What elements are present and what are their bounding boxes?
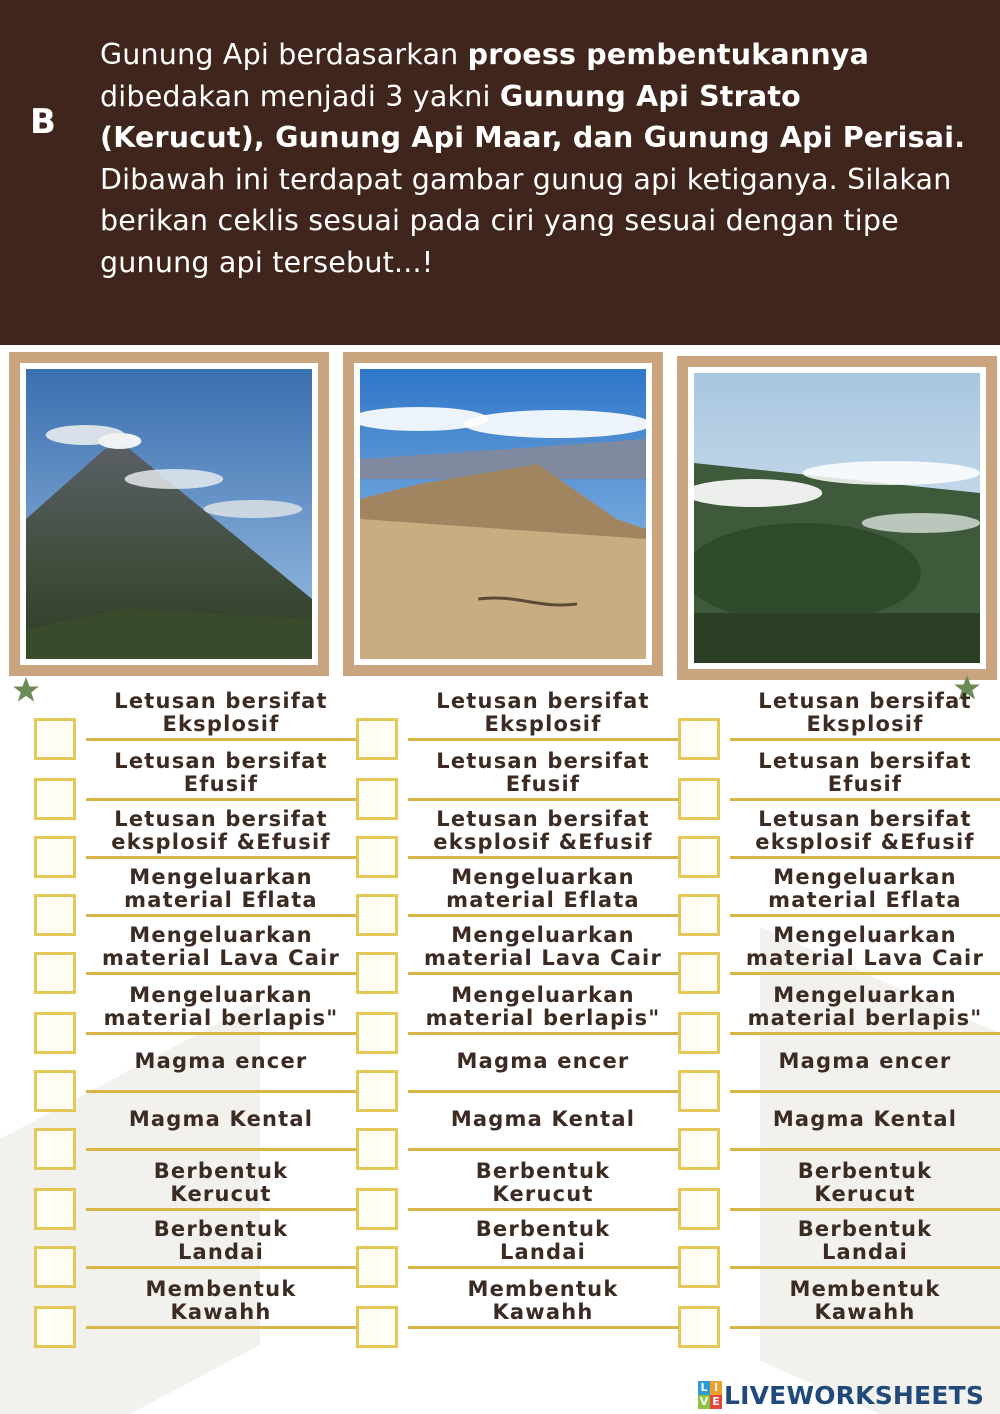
logo-mark-letter: V — [699, 1395, 709, 1408]
criteria-label-line: Berbentuk — [475, 1159, 611, 1183]
criteria-divider — [86, 1266, 356, 1269]
criteria-divider — [730, 856, 1000, 859]
criteria-divider — [86, 738, 356, 741]
criteria-label — [408, 984, 678, 1030]
criteria-row — [34, 922, 364, 976]
criteria-label-line: Mengeluarkan — [451, 983, 635, 1007]
criteria-row — [356, 748, 686, 802]
criteria-row — [356, 922, 686, 976]
liveworksheets-logo — [698, 1378, 984, 1412]
criteria-row — [356, 1216, 686, 1270]
criteria-label-line: Kawahh — [492, 1300, 594, 1324]
criteria-divider — [408, 1266, 678, 1269]
instruction-header — [0, 0, 1000, 345]
criteria-divider — [86, 914, 356, 917]
criteria-label-line: Magma Kental — [772, 1107, 958, 1131]
criteria-row — [34, 864, 364, 918]
criteria-label — [730, 690, 1000, 736]
instruction-text — [100, 34, 970, 283]
criteria-label-line: Efusif — [505, 772, 581, 796]
criteria-label-line: material Eflata — [124, 888, 318, 912]
criteria-row — [678, 1216, 1000, 1270]
criteria-label-line: Letusan bersifat — [114, 749, 328, 773]
criteria-label-line: Mengeluarkan — [451, 865, 635, 889]
criteria-divider — [730, 1032, 1000, 1035]
criteria-row — [34, 1158, 364, 1212]
criteria-label — [86, 750, 356, 796]
criteria-label-line: Berbentuk — [797, 1159, 933, 1183]
criteria-divider — [408, 914, 678, 917]
criteria-label — [408, 924, 678, 970]
criteria-label — [408, 690, 678, 736]
criteria-label — [408, 1278, 678, 1324]
criteria-row — [678, 922, 1000, 976]
criteria-checkbox[interactable] — [356, 1306, 398, 1348]
criteria-label-line: Eksplosif — [484, 712, 602, 736]
criteria-divider — [408, 1090, 678, 1093]
criteria-label-line: eksplosif &Efusif — [111, 830, 331, 854]
criteria-row — [678, 1098, 1000, 1152]
criteria-label — [408, 866, 678, 912]
criteria-label — [86, 808, 356, 854]
criteria-label-line: Kerucut — [170, 1182, 272, 1206]
criteria-label — [408, 808, 678, 854]
criteria-row — [678, 1158, 1000, 1212]
criteria-divider — [408, 972, 678, 975]
criteria-label — [730, 866, 1000, 912]
criteria-label-line: Letusan bersifat — [758, 749, 972, 773]
criteria-label-line: Kawahh — [814, 1300, 916, 1324]
criteria-label — [730, 984, 1000, 1030]
instruction-segment: dibedakan menjadi 3 yakni — [100, 79, 500, 113]
criteria-row — [356, 1158, 686, 1212]
criteria-label-line: Letusan bersifat — [436, 807, 650, 831]
criteria-label-line: material Lava Cair — [101, 946, 341, 970]
criteria-label-line: Eksplosif — [806, 712, 924, 736]
criteria-label-line: eksplosif &Efusif — [755, 830, 975, 854]
criteria-label-line: Landai — [499, 1240, 587, 1264]
criteria-label-line: Letusan bersifat — [758, 689, 972, 713]
criteria-label-line: Landai — [177, 1240, 265, 1264]
criteria-label-line: Mengeluarkan — [773, 983, 957, 1007]
criteria-divider — [86, 1032, 356, 1035]
criteria-label — [730, 1278, 1000, 1324]
criteria-label-line: Magma Kental — [128, 1107, 314, 1131]
criteria-label-line: Berbentuk — [153, 1159, 289, 1183]
criteria-label-line: Mengeluarkan — [773, 923, 957, 947]
criteria-checkbox[interactable] — [678, 1306, 720, 1348]
criteria-divider — [86, 1148, 356, 1151]
strato-volcano-photo — [26, 369, 312, 659]
criteria-label-line: Kerucut — [814, 1182, 916, 1206]
criteria-label-line: Efusif — [183, 772, 259, 796]
criteria-row — [34, 1216, 364, 1270]
criteria-label — [730, 750, 1000, 796]
criteria-label-line: Membentuk — [145, 1277, 297, 1301]
criteria-divider — [730, 972, 1000, 975]
criteria-label-line: Efusif — [827, 772, 903, 796]
criteria-label — [408, 1160, 678, 1206]
criteria-row — [34, 1276, 364, 1330]
criteria-label — [730, 1218, 1000, 1264]
criteria-label-line: material berlapis" — [747, 1006, 983, 1030]
criteria-row — [356, 688, 686, 742]
criteria-divider — [730, 738, 1000, 741]
criteria-label-line: eksplosif &Efusif — [433, 830, 653, 854]
criteria-label — [408, 1218, 678, 1264]
logo-mark-letter: L — [698, 1381, 710, 1395]
criteria-label — [86, 1278, 356, 1324]
criteria-label — [730, 1108, 1000, 1131]
criteria-label — [86, 1050, 356, 1073]
criteria-row — [678, 688, 1000, 742]
criteria-divider — [86, 972, 356, 975]
section-letter: B — [30, 102, 56, 142]
criteria-label-line: Mengeluarkan — [451, 923, 635, 947]
criteria-label-line: Kerucut — [492, 1182, 594, 1206]
criteria-label-line: Landai — [821, 1240, 909, 1264]
criteria-label-line: Eksplosif — [162, 712, 280, 736]
criteria-row — [356, 806, 686, 860]
criteria-label-line: material berlapis" — [425, 1006, 661, 1030]
criteria-divider — [408, 1326, 678, 1329]
criteria-row — [356, 1276, 686, 1330]
criteria-label-line: Magma Kental — [450, 1107, 636, 1131]
criteria-label-line: Letusan bersifat — [436, 749, 650, 773]
criteria-divider — [86, 1208, 356, 1211]
criteria-divider — [86, 1090, 356, 1093]
criteria-label-line: Mengeluarkan — [129, 983, 313, 1007]
criteria-row — [678, 864, 1000, 918]
criteria-divider — [408, 798, 678, 801]
criteria-label-line: Magma encer — [134, 1049, 308, 1073]
shield-volcano-photo — [694, 373, 980, 663]
criteria-divider — [408, 738, 678, 741]
criteria-label — [408, 750, 678, 796]
criteria-row — [34, 748, 364, 802]
criteria-label — [408, 1050, 678, 1073]
criteria-divider — [730, 914, 1000, 917]
criteria-label — [730, 1050, 1000, 1073]
logo-mark-letter: I — [710, 1381, 722, 1395]
criteria-row — [356, 982, 686, 1036]
criteria-divider — [730, 1090, 1000, 1093]
criteria-label — [86, 924, 356, 970]
criteria-label-line: Berbentuk — [153, 1217, 289, 1241]
criteria-label-line: Membentuk — [789, 1277, 941, 1301]
criteria-label-line: material Lava Cair — [745, 946, 985, 970]
criteria-divider — [730, 798, 1000, 801]
criteria-row — [356, 864, 686, 918]
criteria-label-line: Berbentuk — [475, 1217, 611, 1241]
photo-frame-1 — [9, 352, 329, 676]
criteria-divider — [408, 1208, 678, 1211]
criteria-row — [356, 1098, 686, 1152]
criteria-label — [730, 924, 1000, 970]
criteria-label — [408, 1108, 678, 1131]
criteria-label-line: material Lava Cair — [423, 946, 663, 970]
photo-frame-2 — [343, 352, 663, 676]
criteria-label — [86, 1108, 356, 1131]
criteria-label-line: Mengeluarkan — [129, 865, 313, 889]
criteria-row — [34, 1040, 364, 1094]
criteria-label — [86, 866, 356, 912]
criteria-divider — [408, 1148, 678, 1151]
instruction-segment: Gunung Api berdasarkan — [100, 38, 468, 71]
criteria-label — [730, 808, 1000, 854]
criteria-label-line: Letusan bersifat — [758, 807, 972, 831]
criteria-label-line: Mengeluarkan — [773, 865, 957, 889]
criteria-label — [86, 1160, 356, 1206]
criteria-row — [678, 1276, 1000, 1330]
criteria-row — [34, 1098, 364, 1152]
logo-mark-letter: E — [710, 1395, 722, 1409]
criteria-label-line: Kawahh — [170, 1300, 272, 1324]
criteria-row — [34, 982, 364, 1036]
photo-frame-3 — [677, 356, 997, 680]
criteria-divider — [730, 1326, 1000, 1329]
maar-volcano-photo — [360, 369, 646, 659]
criteria-label-line: Letusan bersifat — [436, 689, 650, 713]
criteria-checkbox[interactable] — [34, 1306, 76, 1348]
criteria-divider — [408, 1032, 678, 1035]
criteria-row — [678, 982, 1000, 1036]
criteria-label-line: material berlapis" — [103, 1006, 339, 1030]
criteria-label-line: Letusan bersifat — [114, 807, 328, 831]
instruction-segment-bold: Gunung Api Strato (Kerucut), Gunung Api Maar, dan Gunung Api Perisai. — [100, 79, 966, 154]
criteria-row — [356, 1040, 686, 1094]
criteria-label-line: material Eflata — [446, 888, 640, 912]
criteria-label-line: Letusan bersifat — [114, 689, 328, 713]
logo-text: LIVEWORKSHEETS — [724, 1380, 985, 1410]
instruction-segment-bold: proess pembentukannya — [467, 38, 870, 71]
criteria-row — [678, 748, 1000, 802]
criteria-label — [86, 690, 356, 736]
criteria-label — [86, 1218, 356, 1264]
logo-mark-icon — [698, 1381, 722, 1409]
criteria-row — [678, 806, 1000, 860]
criteria-divider — [730, 1148, 1000, 1151]
criteria-divider — [86, 856, 356, 859]
criteria-row — [678, 1040, 1000, 1094]
criteria-label — [86, 984, 356, 1030]
criteria-label-line: Berbentuk — [797, 1217, 933, 1241]
criteria-divider — [730, 1266, 1000, 1269]
criteria-label-line: material Eflata — [768, 888, 962, 912]
criteria-divider — [86, 1326, 356, 1329]
criteria-label-line: Mengeluarkan — [129, 923, 313, 947]
criteria-row — [34, 688, 364, 742]
criteria-row — [34, 806, 364, 860]
criteria-divider — [86, 798, 356, 801]
criteria-label-line: Membentuk — [467, 1277, 619, 1301]
criteria-label-line: Magma encer — [778, 1049, 952, 1073]
instruction-segment: Dibawah ini terdapat gambar gunug api ketiganya. Silakan berikan ceklis sesuai pada ciri yang sesuai dengan tipe gunung api tersebut...! — [100, 162, 952, 279]
criteria-label — [730, 1160, 1000, 1206]
criteria-divider — [408, 856, 678, 859]
criteria-label-line: Magma encer — [456, 1049, 630, 1073]
criteria-divider — [730, 1208, 1000, 1211]
